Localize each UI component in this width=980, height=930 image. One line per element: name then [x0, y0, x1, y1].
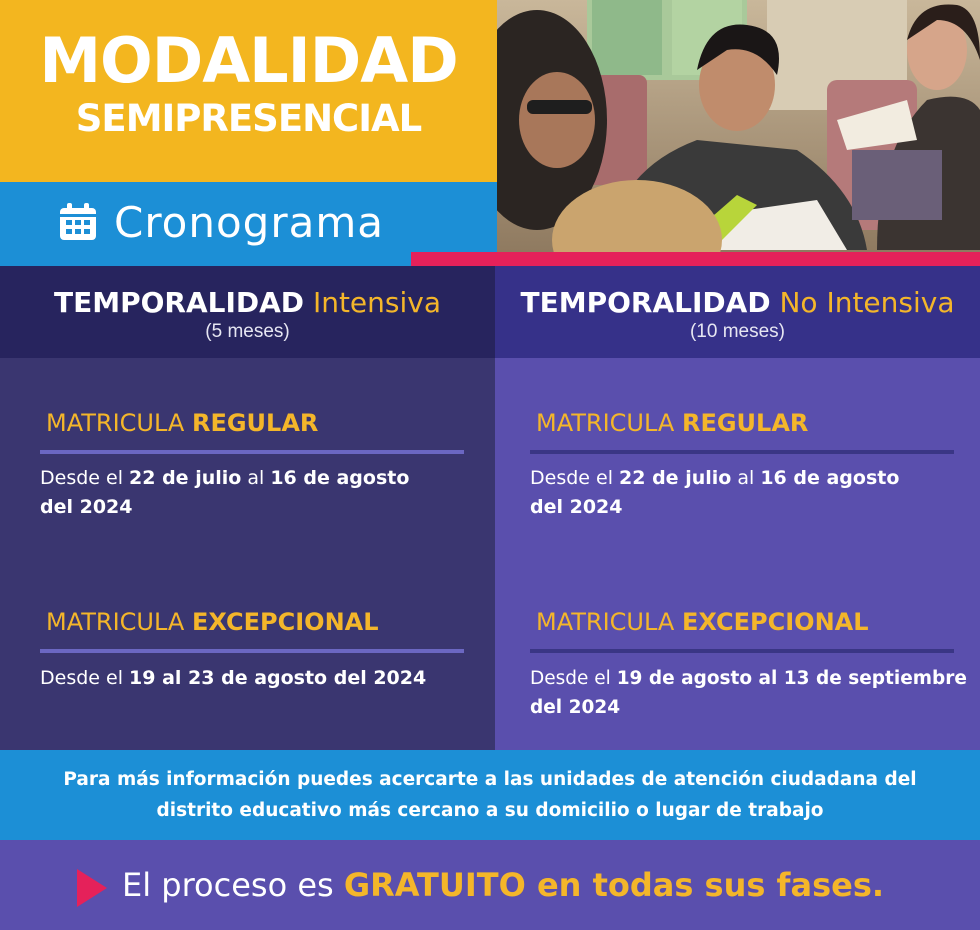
column-intensiva	[0, 358, 495, 750]
column-heading-no-intensiva	[495, 266, 980, 358]
date-text: al	[241, 467, 271, 489]
duration-label: (5 meses)	[205, 320, 290, 342]
column-heading-intensiva	[0, 266, 495, 358]
info-banner	[0, 750, 980, 840]
date-text: Desde el	[530, 668, 617, 689]
divider	[40, 450, 464, 454]
divider	[530, 450, 954, 454]
matricula-regular-title	[536, 409, 808, 437]
title-plain: MATRICULA	[536, 409, 675, 437]
date-text: Desde el	[40, 467, 130, 489]
cronograma-label: Cronograma	[114, 197, 384, 247]
footer-message	[122, 866, 884, 904]
date-text: al	[731, 467, 761, 489]
page-subtitle: SEMIPRESENCIAL	[75, 97, 422, 140]
heading-bold: TEMPORALIDAD	[53, 286, 305, 319]
title-bold: EXCEPCIONAL	[191, 608, 379, 636]
cronograma-heading	[58, 192, 384, 252]
title-bold: REGULAR	[681, 409, 809, 437]
info-line: distrito educativo más cercano a su domicilio o lugar de trabajo	[156, 800, 824, 821]
matricula-regular-dates	[530, 464, 960, 522]
matricula-excepcional-title	[536, 608, 869, 636]
title-plain: MATRICULA	[46, 409, 185, 437]
title-bold: REGULAR	[191, 409, 319, 437]
divider	[40, 649, 464, 653]
date-range: 19 al 23 de agosto del 2024	[129, 667, 427, 689]
date-end: 16 de agosto	[270, 467, 410, 489]
accent-divider	[411, 252, 980, 266]
footer-text-plain: El proceso es	[122, 866, 344, 904]
date-text: Desde el	[530, 467, 620, 489]
date-year: del 2024	[530, 496, 623, 518]
duration-label: (10 meses)	[689, 320, 786, 342]
calendar-icon	[58, 202, 98, 242]
students-photo	[497, 0, 980, 252]
date-year: del 2024	[530, 697, 621, 718]
heading-bold: TEMPORALIDAD	[520, 286, 771, 319]
date-text: Desde el	[40, 667, 130, 689]
title-bold: EXCEPCIONAL	[681, 608, 869, 636]
title-plain: MATRICULA	[536, 608, 675, 636]
info-text	[50, 764, 930, 826]
heading-accent: No Intensiva	[779, 286, 955, 319]
matricula-excepcional-title	[46, 608, 379, 636]
matricula-excepcional-dates	[530, 664, 975, 722]
play-arrow-icon	[77, 869, 107, 907]
date-start: 22 de julio	[619, 467, 732, 489]
heading-accent: Intensiva	[312, 286, 442, 319]
date-start: 22 de julio	[129, 467, 242, 489]
column-no-intensiva	[495, 358, 980, 750]
page-title: MODALIDAD	[39, 24, 458, 97]
date-end: 16 de agosto	[760, 467, 900, 489]
matricula-excepcional-dates	[40, 664, 480, 693]
matricula-regular-dates	[40, 464, 470, 522]
footer-text-highlight: GRATUITO en todas sus fases.	[343, 866, 885, 904]
divider	[530, 649, 954, 653]
info-line: Para más información puedes acercarte a las unidades de atención ciudadana del	[63, 769, 917, 790]
date-range: 19 de agosto al 13 de septiembre	[616, 668, 967, 689]
title-plain: MATRICULA	[46, 608, 185, 636]
matricula-regular-title	[46, 409, 318, 437]
date-year: del 2024	[40, 496, 133, 518]
